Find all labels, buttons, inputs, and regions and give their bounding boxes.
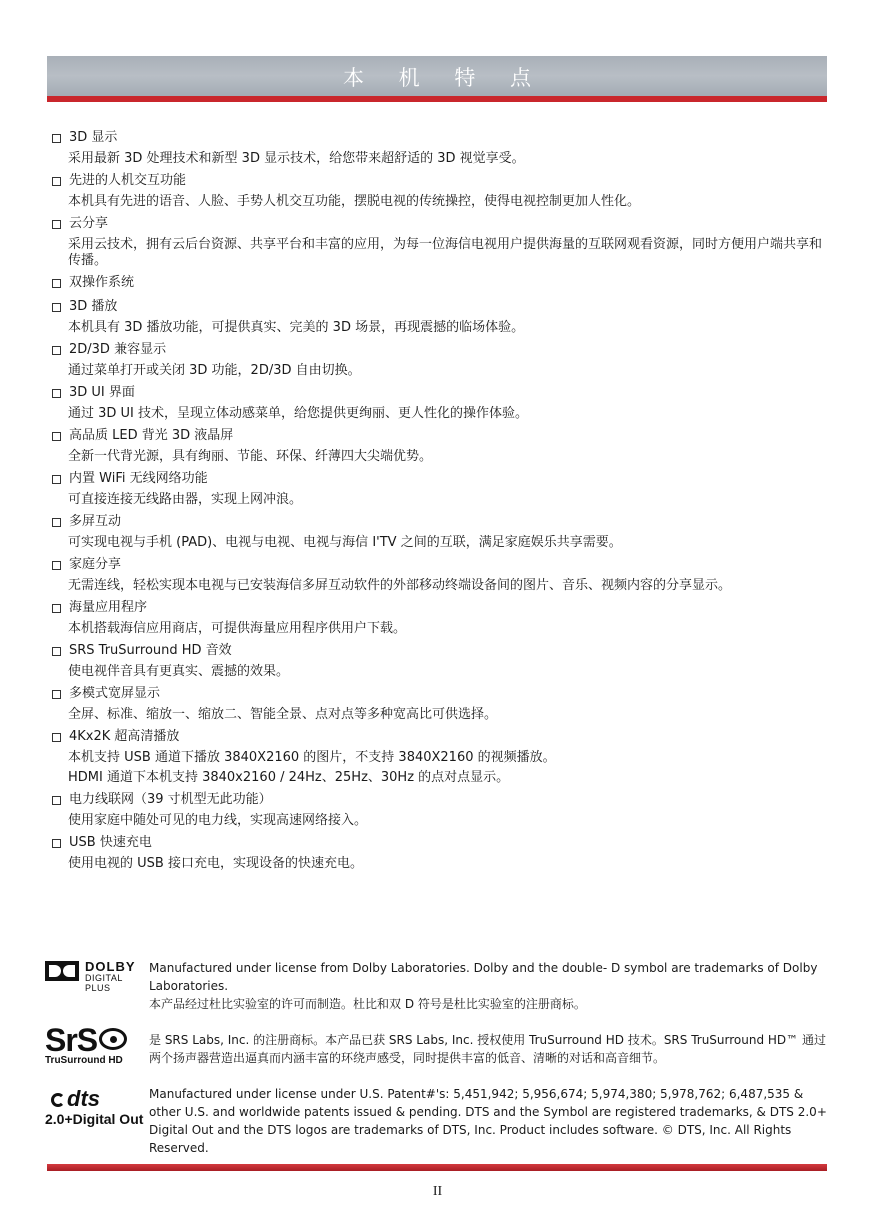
feature-title: 海量应用程序 bbox=[69, 600, 148, 615]
dts-logo-subtext: 2.0+Digital Out bbox=[45, 1111, 144, 1127]
feature-list bbox=[52, 128, 832, 876]
page-number: II bbox=[432, 1184, 443, 1199]
header-red-rule bbox=[47, 96, 827, 102]
checkbox-square-icon bbox=[52, 177, 61, 186]
feature-item bbox=[52, 598, 832, 637]
feature-description: HDMI 通道下本机支持 3840x2160 / 24Hz、25Hz、30Hz 的点对点显示。 bbox=[68, 770, 510, 785]
feature-item bbox=[52, 383, 832, 422]
feature-description: 本机支持 USB 通道下播放 3840X2160 的图片，不支持 3840X2160 的视频播放。 bbox=[68, 750, 556, 765]
feature-item bbox=[52, 171, 832, 210]
feature-title: SRS TruSurround HD 音效 bbox=[69, 643, 232, 658]
srs-logo bbox=[45, 1022, 145, 1067]
checkbox-square-icon bbox=[52, 134, 61, 143]
checkbox-square-icon bbox=[52, 518, 61, 527]
checkbox-square-icon bbox=[52, 220, 61, 229]
srs-logo-subtext: TruSurround HD bbox=[45, 1055, 123, 1066]
srs-disc-icon bbox=[99, 1028, 127, 1050]
footer-red-rule bbox=[47, 1164, 827, 1171]
checkbox-square-icon bbox=[52, 303, 61, 312]
feature-description: 使用电视的 USB 接口充电，实现设备的快速充电。 bbox=[68, 856, 363, 871]
feature-item bbox=[52, 469, 832, 508]
checkbox-square-icon bbox=[52, 389, 61, 398]
srs-notice: 是 SRS Labs, Inc. 的注册商标。本产品已获 SRS Labs, Inc. 授权使用 TruSurround HD 技术。SRS TruSurround HD™ 通过两个扬声器营造出逼真而内涵丰富的环绕声感受，同时提供丰富的低音、清晰的对话和高音细节。 bbox=[149, 1033, 826, 1065]
dolby-logo bbox=[45, 959, 145, 993]
feature-item bbox=[52, 790, 832, 829]
feature-item bbox=[52, 555, 832, 594]
dts-logo bbox=[45, 1088, 145, 1128]
checkbox-square-icon bbox=[52, 432, 61, 441]
feature-description: 采用云技术，拥有云后台资源、共享平台和丰富的应用，为每一位海信电视用户提供海量的互联网观看资源，同时方便用户端共享和传播。 bbox=[68, 237, 823, 268]
feature-title: 多屏互动 bbox=[69, 514, 122, 529]
checkbox-square-icon bbox=[52, 690, 61, 699]
feature-title: 双操作系统 bbox=[69, 275, 135, 290]
feature-title: 内置 WiFi 无线网络功能 bbox=[69, 471, 208, 486]
feature-title: 2D/3D 兼容显示 bbox=[69, 342, 167, 357]
dts-swirl-icon bbox=[51, 1093, 65, 1107]
feature-description: 使用家庭中随处可见的电力线，实现高速网络接入。 bbox=[68, 813, 368, 828]
feature-item bbox=[52, 297, 832, 336]
page-title: 本 机 特 点 bbox=[342, 66, 546, 90]
feature-title: USB 快速充电 bbox=[69, 835, 152, 850]
feature-description: 可直接连接无线路由器，实现上网冲浪。 bbox=[68, 492, 303, 507]
checkbox-square-icon bbox=[52, 346, 61, 355]
feature-title: 先进的人机交互功能 bbox=[69, 173, 187, 188]
dts-logo-text: dts bbox=[67, 1086, 100, 1111]
feature-item bbox=[52, 128, 832, 167]
feature-description: 采用最新 3D 处理技术和新型 3D 显示技术，给您带来超舒适的 3D 视觉享受。 bbox=[68, 151, 525, 166]
feature-title: 高品质 LED 背光 3D 液晶屏 bbox=[69, 428, 234, 443]
feature-item bbox=[52, 727, 832, 786]
feature-item bbox=[52, 641, 832, 680]
checkbox-square-icon bbox=[52, 839, 61, 848]
dolby-notice-en: Manufactured under license from Dolby Laboratories. Dolby and the double- D symbol are trademarks of Dolby Laboratories. bbox=[149, 961, 818, 993]
dolby-logo-subtext: DIGITAL PLUS bbox=[85, 973, 123, 993]
feature-item bbox=[52, 214, 832, 269]
feature-description: 全屏、标准、缩放一、缩放二、智能全景、点对点等多种宽高比可供选择。 bbox=[68, 707, 498, 722]
feature-item bbox=[52, 340, 832, 379]
feature-description: 可实现电视与手机 (PAD)、电视与电视、电视与海信 I'TV 之间的互联，满足家庭娱乐共享需要。 bbox=[68, 535, 622, 550]
feature-title: 多模式宽屏显示 bbox=[69, 686, 161, 701]
feature-description: 通过菜单打开或关闭 3D 功能，2D/3D 自由切换。 bbox=[68, 363, 361, 378]
checkbox-square-icon bbox=[52, 796, 61, 805]
feature-item bbox=[52, 273, 832, 293]
feature-title: 3D 播放 bbox=[69, 299, 118, 314]
page-header-banner bbox=[47, 56, 827, 96]
feature-description: 全新一代背光源，具有绚丽、节能、环保、纤薄四大尖端优势。 bbox=[68, 449, 433, 464]
checkbox-square-icon bbox=[52, 561, 61, 570]
feature-title: 3D 显示 bbox=[69, 130, 118, 145]
feature-description: 通过 3D UI 技术，呈现立体动感菜单，给您提供更绚丽、更人性化的操作体验。 bbox=[68, 406, 529, 421]
feature-title: 4Kx2K 超高清播放 bbox=[69, 729, 180, 744]
feature-item bbox=[52, 684, 832, 723]
srs-logo-text: SrS bbox=[45, 1022, 98, 1058]
checkbox-square-icon bbox=[52, 604, 61, 613]
feature-item bbox=[52, 833, 832, 872]
checkbox-square-icon bbox=[52, 475, 61, 484]
feature-description: 使电视伴音具有更真实、震撼的效果。 bbox=[68, 664, 290, 679]
dts-notice: Manufactured under license under U.S. Patent#'s: 5,451,942; 5,956,674; 5,974,380; 5,978,762; 6,487,535 & other U.S. and worldwide patents issued & pending. DTS and the Symbol are registered trademarks, & DTS 2.0+ Digital Out and the DTS logos are trademarks of DTS, Inc. Product includes software. © DTS, Inc. All Rights Reserved. bbox=[149, 1087, 827, 1155]
dolby-logo-text: DOLBY bbox=[85, 959, 136, 974]
feature-title: 3D UI 界面 bbox=[69, 385, 135, 400]
feature-title: 电力线联网（39 寸机型无此功能） bbox=[69, 792, 272, 807]
dolby-notice bbox=[149, 959, 829, 1013]
dolby-notice-zh: 本产品经过杜比实验室的许可而制造。杜比和双 D 符号是杜比实验室的注册商标。 bbox=[149, 997, 586, 1011]
checkbox-square-icon bbox=[52, 733, 61, 742]
feature-description: 无需连线，轻松实现本电视与已安装海信多屏互动软件的外部移动终端设备间的图片、音乐、视频内容的分享显示。 bbox=[68, 578, 732, 593]
feature-item bbox=[52, 426, 832, 465]
checkbox-square-icon bbox=[52, 279, 61, 288]
feature-title: 云分享 bbox=[69, 216, 109, 231]
feature-description: 本机具有先进的语音、人脸、手势人机交互功能，摆脱电视的传统操控，使得电视控制更加人性化。 bbox=[68, 194, 641, 209]
dolby-double-d-icon bbox=[45, 961, 79, 981]
checkbox-square-icon bbox=[52, 647, 61, 656]
feature-description: 本机搭载海信应用商店，可提供海量应用程序供用户下载。 bbox=[68, 621, 407, 636]
feature-title: 家庭分享 bbox=[69, 557, 122, 572]
feature-description: 本机具有 3D 播放功能，可提供真实、完美的 3D 场景，再现震撼的临场体验。 bbox=[68, 320, 525, 335]
feature-item bbox=[52, 512, 832, 551]
